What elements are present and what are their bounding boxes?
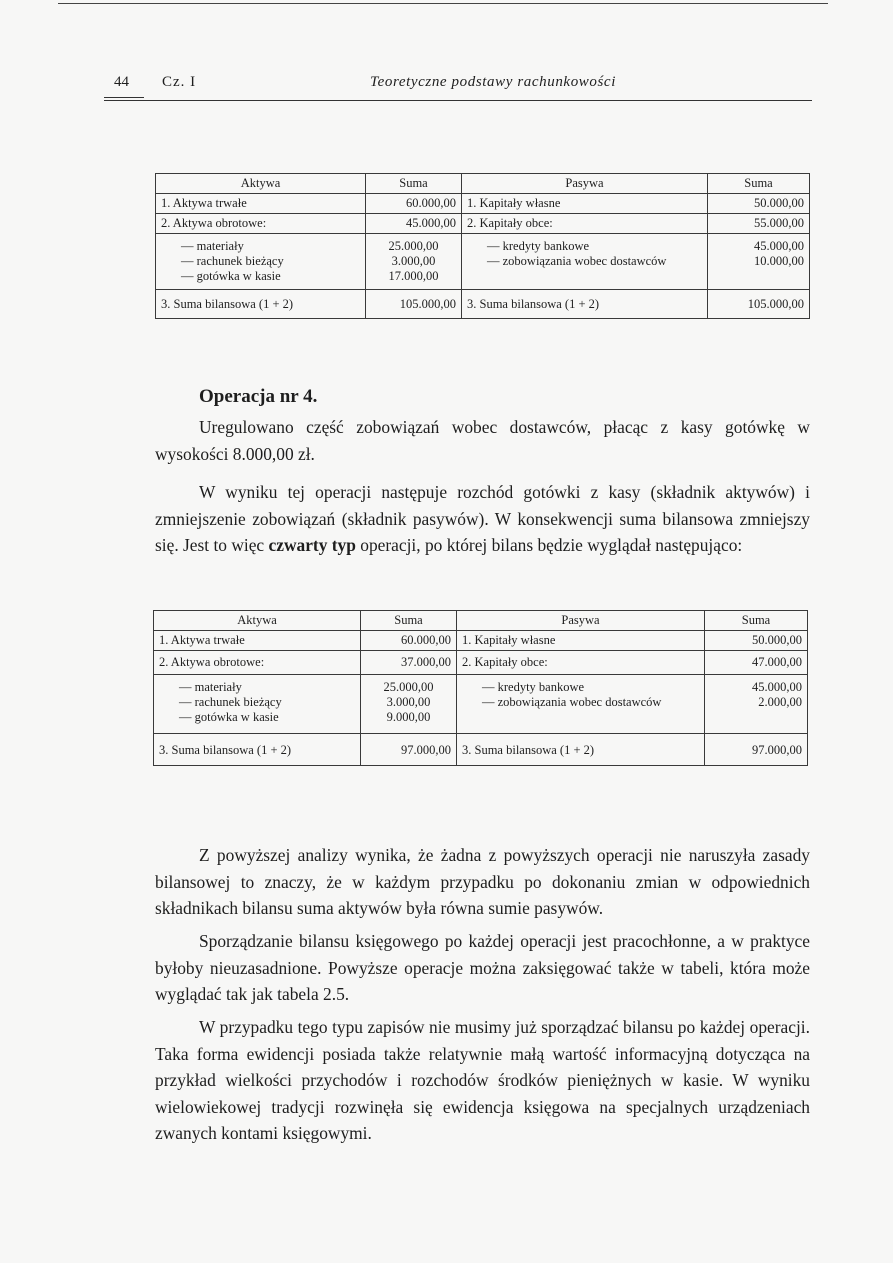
sum-zobowiazania: 2.000,00: [758, 695, 802, 709]
paragraph-table-note: Sporządzanie bilansu księgowego po każdej operacji jest pracochłonne, a w praktyce byłoby nieuzasadnione. Powyższe operacje można zaksięgować także w tabeli, która może wyglądać tak jak tabela 2.5.: [155, 931, 810, 1004]
sum-gotowka: 9.000,00: [386, 710, 431, 724]
item-rachunek: — rachunek bieżący: [179, 695, 282, 709]
table-header-row: [156, 174, 810, 194]
cell-kapitaly-obce: 2. Kapitały obce:: [457, 651, 705, 675]
sum-kredyty: 45.000,00: [754, 239, 804, 253]
cell-suma-bilansowa-a-sum: 97.000,00: [361, 734, 457, 766]
para2-after: operacji, po której bilans będzie wyglądał następująco:: [355, 535, 743, 555]
cell-aktywa-trwale-sum: 60.000,00: [366, 194, 462, 214]
header-suma-pasywa: Suma: [708, 174, 810, 194]
cell-asset-item-sums: [361, 675, 457, 734]
item-kredyty: — kredyty bankowe: [482, 680, 585, 694]
paragraph-accounts-intro: W przypadku tego typu zapisów nie musimy już sporządzać bilansu po każdej operacji. Taka forma ewidencji posiada także relatywnie małą wartość informacyjną dotycząca na przykład wielkości przychodów i rozchodów środków pieniężnych w kasie. W wyniku wielowiekowej tradycji rozwinęła się ewidencja księgowa na specjalnych urządzeniach zwanych kontami księgowymi.: [155, 1017, 810, 1143]
header-suma-aktywa: Suma: [366, 174, 462, 194]
cell-suma-bilansowa-a: 3. Suma bilansowa (1 + 2): [154, 734, 361, 766]
cell-aktywa-trwale-sum: 60.000,00: [361, 631, 457, 651]
item-zobowiazania: — zobowiązania wobec dostawców: [482, 695, 662, 709]
cell-liability-item-sums: [705, 675, 808, 734]
header-rule: [104, 100, 812, 101]
balance-table-after: [153, 610, 808, 766]
cell-liability-item-sums: [708, 234, 810, 290]
item-kredyty: — kredyty bankowe: [487, 239, 590, 253]
table-row: [156, 234, 810, 290]
header-pasywa: Pasywa: [462, 174, 708, 194]
sum-rachunek: 3.000,00: [391, 254, 436, 268]
item-materialy: — materiały: [179, 680, 242, 694]
top-edge-rule: [58, 3, 828, 4]
item-zobowiazania: — zobowiązania wobec dostawców: [487, 254, 667, 268]
para2-bold-type: czwarty typ: [268, 535, 356, 555]
table-row: [156, 214, 810, 234]
sum-gotowka: 17.000,00: [388, 269, 439, 283]
table-header-row: [154, 611, 808, 631]
chapter-label: Cz. I: [162, 74, 197, 90]
sum-zobowiazania: 10.000,00: [754, 254, 804, 268]
cell-kapitaly-wlasne-sum: 50.000,00: [705, 631, 808, 651]
item-gotowka: — gotówka w kasie: [179, 710, 279, 724]
paragraph-operation-effect: [155, 479, 810, 559]
header-aktywa: Aktywa: [154, 611, 361, 631]
cell-suma-bilansowa-p: 3. Suma bilansowa (1 + 2): [462, 290, 708, 319]
cell-aktywa-trwale: 1. Aktywa trwałe: [156, 194, 366, 214]
page-number-underline: [104, 97, 144, 98]
table-row: [154, 631, 808, 651]
table-row: [156, 290, 810, 319]
sum-rachunek: 3.000,00: [386, 695, 431, 709]
cell-kapitaly-obce: 2. Kapitały obce:: [462, 214, 708, 234]
page-header: [104, 74, 812, 98]
cell-suma-bilansowa-p-sum: 97.000,00: [705, 734, 808, 766]
cell-aktywa-obrotowe: 2. Aktywa obrotowe:: [154, 651, 361, 675]
operation-heading: Operacja nr 4.: [199, 386, 318, 407]
cell-suma-bilansowa-a: 3. Suma bilansowa (1 + 2): [156, 290, 366, 319]
table-row: [154, 734, 808, 766]
table-row: [154, 675, 808, 734]
header-pasywa: Pasywa: [457, 611, 705, 631]
cell-liability-items: [462, 234, 708, 290]
header-suma-aktywa: Suma: [361, 611, 457, 631]
cell-kapitaly-obce-sum: 47.000,00: [705, 651, 808, 675]
running-title: Teoretyczne podstawy rachunkowości: [370, 74, 616, 90]
cell-asset-items: [156, 234, 366, 290]
cell-kapitaly-wlasne-sum: 50.000,00: [708, 194, 810, 214]
paragraph-operation-description: Uregulowano część zobowiązań wobec dostawców, płacąc z kasy gotówkę w wysokości 8.000,00 zł.: [155, 417, 810, 464]
page-number: 44: [114, 74, 129, 90]
cell-aktywa-obrotowe-sum: 37.000,00: [361, 651, 457, 675]
header-suma-pasywa: Suma: [705, 611, 808, 631]
cell-aktywa-obrotowe: 2. Aktywa obrotowe:: [156, 214, 366, 234]
cell-liability-items: [457, 675, 705, 734]
cell-suma-bilansowa-p-sum: 105.000,00: [708, 290, 810, 319]
cell-asset-item-sums: [366, 234, 462, 290]
paragraph-analysis-conclusion: Z powyższej analizy wynika, że żadna z powyższych operacji nie naruszyła zasady bilansowej to znaczy, że w każdym przypadku po dokonaniu zmian w odpowiednich składnikach bilansu suma aktywów była równa sumie pasywów.: [155, 845, 810, 918]
table-row: [154, 651, 808, 675]
item-rachunek: — rachunek bieżący: [181, 254, 284, 268]
sum-kredyty: 45.000,00: [752, 680, 802, 694]
cell-asset-items: [154, 675, 361, 734]
cell-suma-bilansowa-a-sum: 105.000,00: [366, 290, 462, 319]
cell-aktywa-obrotowe-sum: 45.000,00: [366, 214, 462, 234]
table-row: [156, 194, 810, 214]
para2-before: W wyniku tej operacji następuje rozchód gotówki z kasy (składnik aktywów) i zmniejszenie zobowiązań (składnik pasywów). W konsekwencji suma bilansowa zmniejszy się. Jest to więc: [155, 482, 810, 555]
cell-aktywa-trwale: 1. Aktywa trwałe: [154, 631, 361, 651]
cell-suma-bilansowa-p: 3. Suma bilansowa (1 + 2): [457, 734, 705, 766]
item-gotowka: — gotówka w kasie: [181, 269, 281, 283]
sum-materialy: 25.000,00: [388, 239, 439, 253]
header-aktywa: Aktywa: [156, 174, 366, 194]
item-materialy: — materiały: [181, 239, 244, 253]
cell-kapitaly-wlasne: 1. Kapitały własne: [457, 631, 705, 651]
sum-materialy: 25.000,00: [383, 680, 434, 694]
cell-kapitaly-wlasne: 1. Kapitały własne: [462, 194, 708, 214]
balance-table-before: [155, 173, 810, 319]
cell-kapitaly-obce-sum: 55.000,00: [708, 214, 810, 234]
